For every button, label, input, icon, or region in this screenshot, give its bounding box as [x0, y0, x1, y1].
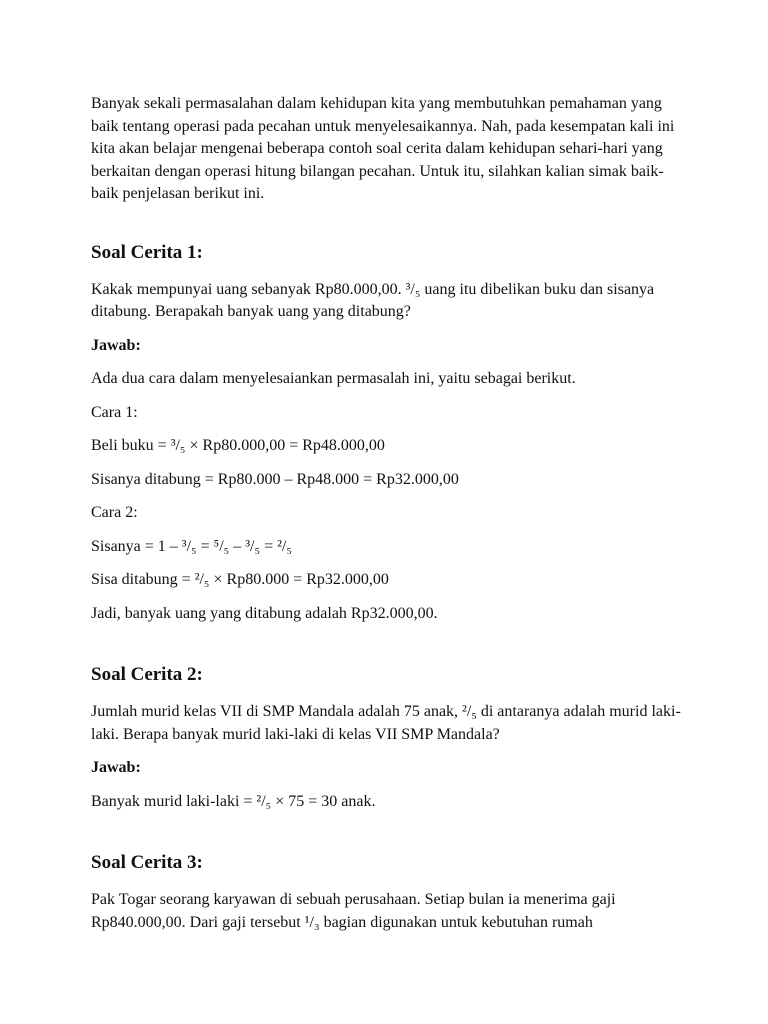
soal-1-line-7: Sisa ditabung = ²/₅ × Rp80.000 = Rp32.000,00 [91, 571, 389, 588]
soal-1-line-6: Sisanya = 1 – ³/₅ = ⁵/₅ – ³/₅ = ²/₅ [91, 537, 292, 555]
soal-1-line-3: Beli buku = ³/₅ × Rp80.000,00 = Rp48.000,00 [91, 437, 385, 454]
soal-1-line-4: Sisanya ditabung = Rp80.000 – Rp48.000 = Rp32.000,00 [91, 470, 459, 488]
soal-2-question: Jumlah murid kelas VII di SMP Mandala adalah 75 anak, ²/₅ di antaranya adalah murid laki-laki. Berapa banyak murid laki-laki di kelas VII SMP Mandala? [91, 703, 681, 743]
document-page [91, 93, 691, 934]
soal-1-heading: Soal Cerita 1: [91, 241, 203, 263]
soal-1-question: Kakak mempunyai uang sebanyak Rp80.000,00. ³/₅ uang itu dibelikan buku dan sisanya ditabung. Berapakah banyak uang yang ditabung? [91, 280, 655, 320]
soal-3-question: Pak Togar seorang karyawan di sebuah perusahaan. Setiap bulan ia menerima gaji Rp840.000,00. Dari gaji tersebut ¹/₃ bagian digunakan untuk kebutuhan rumah [91, 891, 616, 931]
soal-3-heading: Soal Cerita 3: [91, 852, 203, 873]
soal-2-answer: Banyak murid laki-laki = ²/₅ × 75 = 30 anak. [91, 792, 376, 810]
soal-1-line-1: Ada dua cara dalam menyelesaiankan permasalah ini, yaitu sebagai berikut. [91, 370, 576, 387]
soal-2-jawab-label: Jawab: [91, 759, 141, 776]
soal-2-heading: Soal Cerita 2: [91, 664, 203, 685]
soal-1-jawab-label: Jawab: [91, 336, 141, 354]
soal-1-line-8: Jadi, banyak uang yang ditabung adalah Rp32.000,00. [91, 604, 438, 622]
soal-1-line-5: Cara 2: [91, 504, 138, 521]
soal-1-line-2: Cara 1: [91, 403, 138, 421]
intro-paragraph: Banyak sekali permasalahan dalam kehidupan kita yang membutuhkan pemahaman yang baik tentang operasi pada pecahan untuk menyelesaikannya. Nah, pada kesempatan kali ini kita akan belajar mengenai beberapa contoh soal cerita dalam kehidupan sehari-hari yang berkaitan dengan operasi hitung bilangan pecahan. Untuk itu, silahkan kalian simak baik-baik penjelasan berikut ini. [91, 95, 675, 202]
